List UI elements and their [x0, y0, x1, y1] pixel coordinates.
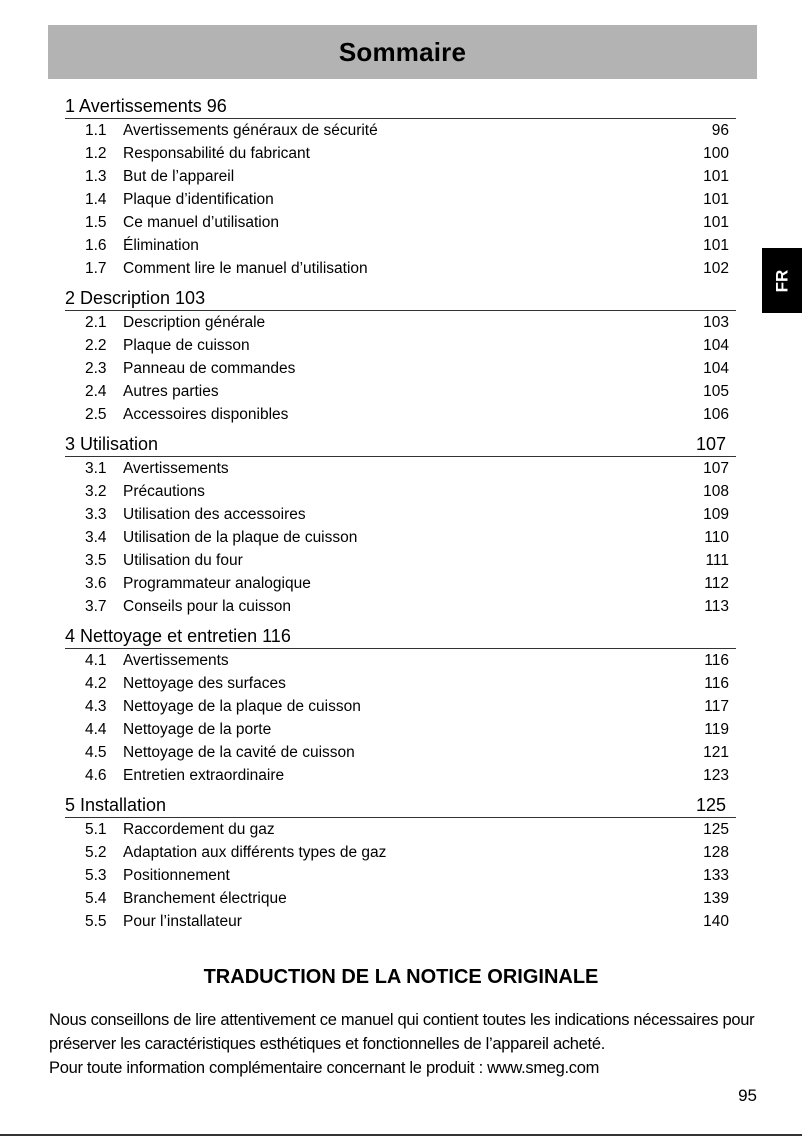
title-bar: [48, 25, 757, 79]
toc-section: [65, 791, 736, 933]
toc-entry-number: 5.5: [85, 913, 107, 930]
toc-entry-number: 5.3: [85, 867, 107, 884]
toc-entry-page: 108: [703, 483, 729, 500]
toc-entry[interactable]: [65, 910, 736, 933]
toc-entry-number: 4.2: [85, 675, 107, 692]
toc-entry-number: 5.4: [85, 890, 107, 907]
toc-section-heading[interactable]: [65, 430, 736, 457]
toc-entry-label: Élimination: [123, 237, 199, 254]
toc-section-heading[interactable]: [65, 791, 736, 818]
toc-entry-page: 104: [703, 360, 729, 377]
toc-section-heading[interactable]: [65, 92, 736, 119]
toc-entry-page: 100: [703, 145, 729, 162]
toc-entry-label: Responsabilité du fabricant: [123, 145, 310, 162]
toc-entry-number: 4.6: [85, 767, 107, 784]
toc-entry-page: 123: [703, 767, 729, 784]
toc-entry-label: Plaque d’identification: [123, 191, 274, 208]
toc-entry-page: 125: [703, 821, 729, 838]
table-of-contents: [65, 92, 736, 933]
toc-entry-label: Autres parties: [123, 383, 219, 400]
toc-entry-number: 3.5: [85, 552, 107, 569]
toc-entry[interactable]: [65, 480, 736, 503]
toc-section: [65, 622, 736, 787]
toc-section-title: 2 Description 103: [65, 288, 206, 308]
toc-entry-number: 2.3: [85, 360, 107, 377]
toc-section-heading[interactable]: [65, 284, 736, 311]
toc-entry-page: 140: [703, 913, 729, 930]
toc-entry-label: Nettoyage de la porte: [123, 721, 272, 738]
toc-entry-label: Utilisation des accessoires: [123, 506, 306, 523]
notice-paragraph: Nous conseillons de lire attentivement ce manuel qui contient toutes les indications nécessaires pour préserver les caractéristiques esthétiques et fonctionnelles de l’appareil acheté.: [49, 1011, 755, 1053]
toc-entry[interactable]: [65, 718, 736, 741]
toc-entry-label: Nettoyage de la cavité de cuisson: [123, 744, 355, 761]
toc-entry[interactable]: [65, 357, 736, 380]
toc-entry-page: 106: [703, 406, 729, 423]
toc-entry-label: Plaque de cuisson: [123, 337, 250, 354]
toc-entry-label: Nettoyage de la plaque de cuisson: [123, 698, 361, 715]
toc-entry-page: 102: [703, 260, 729, 277]
toc-entry-number: 4.4: [85, 721, 107, 738]
toc-entry[interactable]: [65, 380, 736, 403]
toc-entry-number: 4.1: [85, 652, 107, 669]
toc-entry-number: 1.7: [85, 260, 107, 277]
toc-section: [65, 284, 736, 426]
toc-entry-label: Accessoires disponibles: [123, 406, 289, 423]
toc-entry[interactable]: [65, 526, 736, 549]
toc-entry-page: 103: [703, 314, 729, 331]
toc-entry[interactable]: [65, 887, 736, 910]
notice-title: TRADUCTION DE LA NOTICE ORIGINALE: [203, 966, 599, 988]
toc-entry-label: Pour l’installateur: [123, 913, 242, 930]
page-title: Sommaire: [338, 36, 467, 67]
toc-entry-label: Description générale: [123, 314, 266, 331]
toc-entry-label: Utilisation de la plaque de cuisson: [123, 529, 358, 546]
toc-entry-page: 113: [704, 598, 729, 615]
toc-entry-page: 111: [705, 552, 729, 569]
toc-entry[interactable]: [65, 503, 736, 526]
toc-entry-number: 2.5: [85, 406, 107, 423]
toc-entry-page: 101: [703, 237, 729, 254]
toc-entry-page: 128: [703, 844, 729, 861]
toc-entry-label: Adaptation aux différents types de gaz: [123, 844, 387, 861]
toc-entry[interactable]: [65, 311, 736, 334]
toc-entry-number: 2.4: [85, 383, 107, 400]
toc-section-page: 107: [695, 434, 726, 454]
toc-entry-number: 3.6: [85, 575, 107, 592]
toc-entry-number: 1.6: [85, 237, 107, 254]
toc-entry-page: 133: [703, 867, 729, 884]
toc-entry-label: Nettoyage des surfaces: [123, 675, 286, 692]
toc-section-page: 125: [695, 795, 726, 815]
toc-entry-label: Avertissements: [123, 652, 229, 669]
toc-section: [65, 430, 736, 618]
toc-entry-page: 104: [703, 337, 729, 354]
toc-entry-page: 116: [704, 652, 729, 669]
toc-entry-label: Avertissements généraux de sécurité: [123, 122, 378, 139]
toc-entry[interactable]: [65, 764, 736, 787]
language-tab: [762, 248, 802, 313]
toc-entry-page: 119: [704, 721, 729, 738]
toc-entry-label: But de l’appareil: [123, 168, 235, 185]
toc-entry-label: Avertissements: [123, 460, 229, 477]
toc-entry-page: 101: [703, 214, 729, 231]
toc-entry-label: Entretien extraordinaire: [123, 767, 285, 784]
toc-entry[interactable]: [65, 165, 736, 188]
toc-entry[interactable]: [65, 211, 736, 234]
toc-entry-label: Comment lire le manuel d’utilisation: [123, 260, 368, 277]
toc-entry-page: 110: [704, 529, 729, 546]
toc-entry[interactable]: [65, 188, 736, 211]
toc-section: [65, 92, 736, 280]
toc-entry[interactable]: [65, 403, 736, 426]
toc-entry-number: 1.1: [85, 122, 107, 139]
toc-entry-label: Positionnement: [123, 867, 230, 884]
toc-entry[interactable]: [65, 841, 736, 864]
toc-entry[interactable]: [65, 119, 736, 142]
toc-entry-number: 3.1: [85, 460, 107, 477]
toc-entry-number: 2.2: [85, 337, 107, 354]
toc-entry-label: Conseils pour la cuisson: [123, 598, 292, 615]
toc-entry-label: Précautions: [123, 483, 205, 500]
toc-entry-page: 112: [704, 575, 729, 592]
toc-entry-label: Panneau de commandes: [123, 360, 296, 377]
toc-entry-number: 3.7: [85, 598, 107, 615]
toc-entry-label: Utilisation du four: [123, 552, 243, 569]
toc-entry-number: 5.1: [85, 821, 107, 838]
toc-entry[interactable]: [65, 864, 736, 887]
toc-entry[interactable]: [65, 818, 736, 841]
toc-entry[interactable]: [65, 572, 736, 595]
toc-section-heading[interactable]: [65, 622, 736, 649]
toc-entry-number: 1.5: [85, 214, 107, 231]
toc-entry-page: 107: [703, 460, 729, 477]
toc-entry[interactable]: [65, 257, 736, 280]
toc-entry[interactable]: [65, 334, 736, 357]
toc-entry[interactable]: [65, 142, 736, 165]
toc-entry-number: 4.3: [85, 698, 107, 715]
toc-entry[interactable]: [65, 595, 736, 618]
toc-entry-number: 3.3: [85, 506, 107, 523]
notice-body: [49, 1008, 769, 1080]
toc-entry-number: 4.5: [85, 744, 107, 761]
page-number: 95: [738, 1086, 757, 1105]
toc-entry-page: 116: [704, 675, 729, 692]
toc-entry-label: Ce manuel d’utilisation: [123, 214, 279, 231]
toc-entry[interactable]: [65, 672, 736, 695]
toc-entry[interactable]: [65, 549, 736, 572]
toc-entry-label: Raccordement du gaz: [123, 821, 275, 838]
notice-paragraph-link: Pour toute information complémentaire concernant le produit : www.smeg.com: [49, 1059, 600, 1077]
toc-entry[interactable]: [65, 741, 736, 764]
language-tab-label: FR: [771, 269, 791, 292]
toc-entry-label: Programmateur analogique: [123, 575, 311, 592]
toc-entry-page: 109: [703, 506, 729, 523]
toc-entry-number: 1.3: [85, 168, 107, 185]
toc-entry-number: 1.4: [85, 191, 107, 208]
toc-section-title: 4 Nettoyage et entretien 116: [65, 626, 291, 646]
toc-entry-number: 1.2: [85, 145, 107, 162]
toc-entry-page: 101: [703, 191, 729, 208]
toc-entry-number: 3.2: [85, 483, 107, 500]
toc-entry-page: 117: [704, 698, 729, 715]
toc-entry-label: Branchement électrique: [123, 890, 287, 907]
toc-entry-page: 101: [703, 168, 729, 185]
toc-section-title: 1 Avertissements 96: [65, 96, 227, 116]
toc-entry-page: 96: [711, 122, 729, 139]
toc-entry-number: 2.1: [85, 314, 107, 331]
toc-entry-page: 139: [703, 890, 729, 907]
toc-section-title: 5 Installation: [65, 795, 167, 815]
toc-entry[interactable]: [65, 234, 736, 257]
toc-section-title: 3 Utilisation: [65, 434, 159, 454]
toc-entry[interactable]: [65, 695, 736, 718]
toc-entry-number: 3.4: [85, 529, 107, 546]
toc-entry-page: 121: [703, 744, 729, 761]
toc-entry-number: 5.2: [85, 844, 107, 861]
toc-entry[interactable]: [65, 457, 736, 480]
toc-entry-page: 105: [703, 383, 729, 400]
toc-entry[interactable]: [65, 649, 736, 672]
